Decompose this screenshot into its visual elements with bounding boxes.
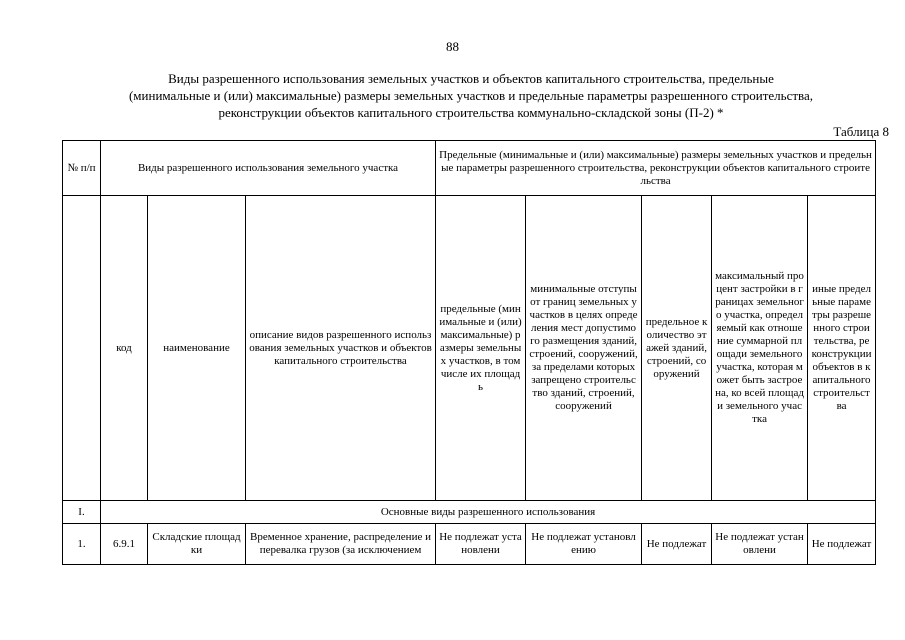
- document-title: [40, 70, 902, 121]
- subheader-description: описание видов разрешенного использования земельных участков и объектов капитального строительства: [246, 196, 436, 501]
- row-floors: Не подлежат: [642, 524, 712, 565]
- section-title: Основные виды разрешенного использования: [101, 501, 876, 524]
- section-num: I.: [63, 501, 101, 524]
- subheader-coverage: максимальный процент застройки в границах земельного участка, определяемый как отношение суммарной площади земельного участка, которая может быть застроена, ко всей площади земельного участка: [712, 196, 808, 501]
- row-plot-size: Не подлежат установлени: [436, 524, 526, 565]
- subheader-plot-size: предельные (минимальные и (или) максимальные) размеры земельных участков, в том числе их площадь: [436, 196, 526, 501]
- title-line-1: Виды разрешенного использования земельных участков и объектов капитального строительства, предельные: [168, 71, 774, 86]
- land-use-table: [62, 140, 876, 565]
- table-header-row: [63, 141, 876, 196]
- row-other: Не подлежат: [808, 524, 876, 565]
- subheader-floors: предельное количество этажей зданий, строений, сооружений: [642, 196, 712, 501]
- row-setbacks: Не подлежат установлению: [526, 524, 642, 565]
- row-coverage: Не подлежат установлени: [712, 524, 808, 565]
- table-label: Таблица 8: [833, 124, 889, 139]
- row-description: Временное хранение, распределение и перевалка грузов (за исключением: [246, 524, 436, 565]
- row-name: Складские площадки: [148, 524, 246, 565]
- header-limits: Предельные (минимальные и (или) максимальные) размеры земельных участков и предельные параметры разрешенного строительства, реконструкции объектов капитального строительства: [436, 141, 876, 196]
- subheader-setbacks: минимальные отступы от границ земельных участков в целях определения мест допустимого размещения зданий, строений, сооружений, за пределами которых запрещено строительство зданий, строений, сооружений: [526, 196, 642, 501]
- subheader-other: иные предельные параметры разрешенного строительства, реконструкции объектов в капитального строительства: [808, 196, 876, 501]
- page-number: 88: [446, 39, 459, 54]
- row-num: 1.: [63, 524, 101, 565]
- subheader-num-empty: [63, 196, 101, 501]
- subheader-name: наименование: [148, 196, 246, 501]
- table-subheader-row: [63, 196, 876, 501]
- subheader-code: код: [101, 196, 148, 501]
- row-code: 6.9.1: [101, 524, 148, 565]
- section-row: [63, 501, 876, 524]
- header-types: Виды разрешенного использования земельного участка: [101, 141, 436, 196]
- title-line-3: реконструкции объектов капитального строительства коммунально-складской зоны (П-2) *: [218, 105, 724, 120]
- header-num: № п/п: [63, 141, 101, 196]
- table-row: [63, 524, 876, 565]
- title-line-2: (минимальные и (или) максимальные) размеры земельных участков и предельные параметры разрешенного строительства,: [128, 88, 814, 103]
